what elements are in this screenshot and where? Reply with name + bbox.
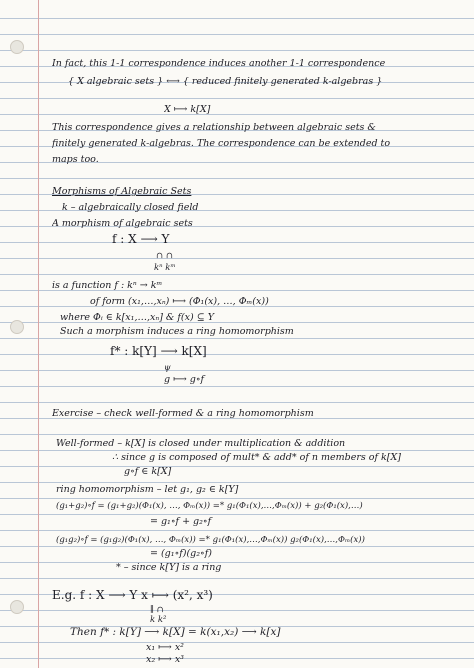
math-line: g ⟼ g∘f: [164, 374, 204, 385]
text-line: This correspondence gives a relationship between algebraic sets &: [52, 122, 376, 133]
text-line: In fact, this 1-1 correspondence induces another 1-1 correspondence: [52, 58, 386, 69]
correspondence-line: { X algebraic sets } ⟷ { reduced finitely generated k-algebras }: [68, 76, 383, 87]
text-line: Well-formed – k[X] is closed under multiplication & addition: [56, 438, 346, 449]
math-line: g∘f ∈ k[X]: [124, 466, 172, 477]
text-line: finitely generated k-algebras. The correspondence can be extended to: [52, 138, 391, 149]
text-line: maps too.: [52, 154, 99, 165]
text-line: Exercise – check well-formed & a ring homomorphism: [52, 408, 314, 419]
math-line: ψ: [164, 363, 171, 373]
text-line: k – algebraically closed field: [62, 202, 199, 213]
math-line: ∥ ∩: [150, 605, 164, 615]
math-line: kⁿ kᵐ: [154, 263, 176, 273]
binder-hole: [10, 40, 24, 54]
text-line: * – since k[Y] is a ring: [116, 562, 222, 573]
math-line: (g₁g₂)∘f = (g₁g₂)(Φ₁(x), …, Φₘ(x)) =* g₁(Φ₁(x),…,Φₘ(x)) g₂(Φ₁(x),…,Φₘ(x)): [56, 535, 365, 545]
math-line: k k²: [150, 615, 167, 625]
text-line: is a function f : kⁿ → kᵐ: [52, 280, 163, 291]
text-line: ∴ since g is composed of mult* & add* of n members of k[X]: [112, 452, 401, 463]
math-line: = g₁∘f + g₂∘f: [150, 516, 212, 527]
binder-hole: [10, 600, 24, 614]
math-line: where Φᵢ ∈ k[x₁,…,xₙ] & f(x) ⊆ Y: [60, 312, 214, 323]
text-line: Such a morphism induces a ring homomorphism: [60, 326, 294, 337]
text-line: ring homomorphism – let g₁, g₂ ∈ k[Y]: [56, 484, 239, 495]
math-line: f* : k[Y] ⟶ k[X]: [110, 344, 207, 358]
math-line: E.g. f : X ⟶ Y x ⟼ (x², x³): [52, 588, 213, 602]
binder-hole: [10, 320, 24, 334]
math-line: of form (x₁,…,xₙ) ⟼ (Φ₁(x), …, Φₘ(x)): [90, 296, 269, 307]
math-line: Then f* : k[Y] ⟶ k[X] = k(x₁,x₂) ⟶ k[x]: [70, 626, 281, 638]
math-line: x₁ ⟼ x²: [146, 642, 184, 653]
math-line: f : X ⟶ Y: [112, 232, 170, 246]
math-line: (g₁+g₂)∘f = (g₁+g₂)(Φ₁(x), …, Φₘ(x)) =* g₁(Φ₁(x),…,Φₘ(x)) + g₂(Φ₁(x),…): [56, 501, 363, 511]
margin-line: [38, 0, 39, 668]
math-line: x₂ ⟼ x³: [146, 654, 184, 665]
text-line: A morphism of algebraic sets: [52, 218, 193, 229]
section-heading: Morphisms of Algebraic Sets: [52, 186, 192, 197]
map-line: X ⟼ k[X]: [164, 104, 211, 115]
math-line: = (g₁∘f)(g₂∘f): [150, 548, 212, 559]
math-line: ∩ ∩: [156, 251, 173, 261]
